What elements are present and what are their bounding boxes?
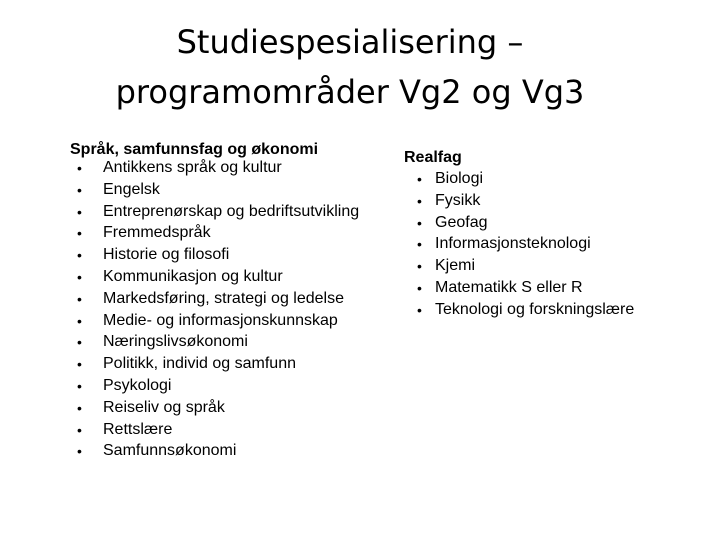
list-item bbox=[404, 213, 704, 231]
page-title-line-2: programområder Vg2 og Vg3 bbox=[115, 73, 585, 111]
list-item bbox=[404, 172, 704, 187]
list-item-label: Historie og filosofi bbox=[103, 246, 230, 264]
bullet-icon: • bbox=[417, 192, 422, 209]
bullet-icon: • bbox=[417, 214, 422, 231]
list-item-label: Medie- og informasjonskunnskap bbox=[103, 311, 338, 329]
list-item bbox=[70, 311, 390, 329]
list-item bbox=[404, 278, 704, 296]
list-item-label: Entreprenørskap og bedriftsutvikling bbox=[103, 202, 360, 220]
bullet-icon: • bbox=[77, 312, 82, 329]
list-item bbox=[70, 226, 390, 241]
list-item bbox=[70, 180, 390, 198]
list-item-label: Reiseliv og språk bbox=[103, 398, 225, 416]
bullet-icon: • bbox=[417, 236, 422, 253]
list-item-label: Rettslære bbox=[103, 420, 173, 438]
list-item-label: Samfunnsøkonomi bbox=[103, 442, 237, 460]
list-item-label: Psykologi bbox=[103, 376, 172, 394]
bullet-icon: • bbox=[77, 225, 82, 242]
list-item bbox=[404, 237, 704, 252]
list-item bbox=[70, 202, 390, 220]
bullet-icon: • bbox=[77, 377, 82, 394]
list-item-label: Engelsk bbox=[103, 180, 160, 198]
left-column-heading: Språk, samfunnsfag og økonomi bbox=[70, 141, 319, 158]
bullet-icon: • bbox=[77, 421, 82, 438]
right-column bbox=[404, 148, 704, 317]
right-column-list bbox=[404, 172, 704, 317]
list-item bbox=[70, 444, 390, 459]
list-item bbox=[70, 248, 390, 263]
list-item-label: Informasjonsteknologi bbox=[435, 235, 591, 253]
left-column bbox=[70, 140, 390, 459]
list-item-label: Markedsføring, strategi og ledelse bbox=[103, 289, 344, 307]
list-item-label: Matematikk S eller R bbox=[435, 278, 583, 296]
bullet-icon: • bbox=[77, 356, 82, 373]
bullet-icon: • bbox=[77, 203, 82, 220]
list-item bbox=[70, 267, 390, 285]
bullet-icon: • bbox=[417, 171, 422, 187]
list-item bbox=[70, 289, 390, 307]
list-item bbox=[70, 420, 390, 438]
list-item bbox=[70, 357, 390, 372]
list-item-label: Biologi bbox=[435, 170, 484, 187]
list-item-label: Geofag bbox=[435, 213, 488, 231]
bullet-icon: • bbox=[77, 247, 82, 264]
list-item bbox=[70, 398, 390, 416]
list-item bbox=[70, 335, 390, 350]
list-item-label: Teknologi og forskningslære bbox=[435, 300, 635, 318]
list-item bbox=[70, 161, 390, 176]
bullet-icon: • bbox=[417, 279, 422, 296]
bullet-icon: • bbox=[77, 443, 82, 460]
list-item bbox=[70, 376, 390, 394]
left-column-list bbox=[70, 161, 390, 459]
bullet-icon: • bbox=[77, 181, 82, 198]
list-item-label: Antikkens språk og kultur bbox=[103, 159, 282, 176]
bullet-icon: • bbox=[77, 399, 82, 416]
page-title-line-1: Studiespesialisering – bbox=[176, 23, 524, 61]
bullet-icon: • bbox=[77, 268, 82, 285]
bullet-icon: • bbox=[417, 258, 422, 275]
bullet-icon: • bbox=[77, 290, 82, 307]
list-item bbox=[404, 300, 704, 318]
bullet-icon: • bbox=[77, 160, 82, 176]
list-item-label: Kommunikasjon og kultur bbox=[103, 267, 283, 285]
list-item-label: Fysikk bbox=[435, 191, 481, 209]
list-item-label: Politikk, individ og samfunn bbox=[103, 355, 296, 373]
list-item bbox=[404, 259, 704, 274]
list-item-label: Næringslivsøkonomi bbox=[103, 333, 248, 351]
bullet-icon: • bbox=[77, 334, 82, 351]
list-item bbox=[404, 191, 704, 209]
bullet-icon: • bbox=[417, 301, 422, 318]
right-column-heading: Realfag bbox=[404, 149, 462, 166]
list-item-label: Kjemi bbox=[435, 257, 476, 275]
list-item-label: Fremmedspråk bbox=[103, 224, 211, 242]
